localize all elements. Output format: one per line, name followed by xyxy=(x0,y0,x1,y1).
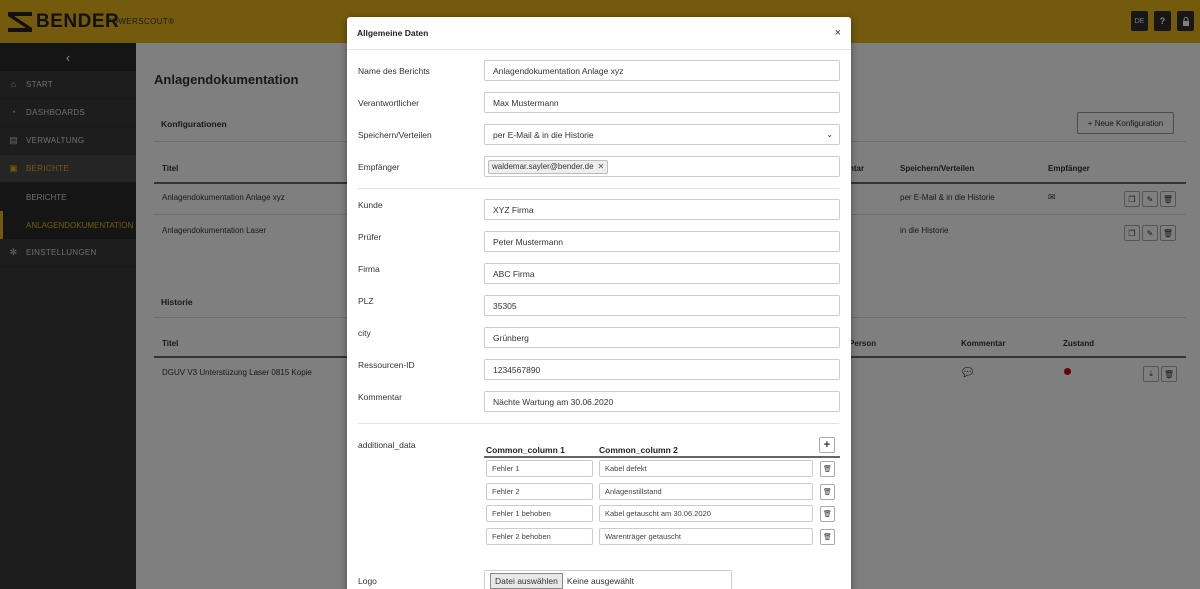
recipient-tag xyxy=(488,160,608,174)
delete-row-button[interactable] xyxy=(820,461,835,477)
report-name-label: Name des Berichts xyxy=(358,66,430,76)
modal-title: Allgemeine Daten xyxy=(357,28,429,38)
customer-label: Kunde xyxy=(358,200,383,210)
delete-row-button[interactable] xyxy=(820,529,835,545)
resource-id-label: Ressourcen-ID xyxy=(358,360,415,370)
responsible-label: Verantwortlicher xyxy=(358,98,419,108)
logo-file-input[interactable] xyxy=(484,570,732,589)
plus-icon: + xyxy=(823,439,831,451)
additional-cell-input[interactable]: Fehler 2 behoben xyxy=(486,528,593,545)
inspector-input[interactable]: Peter Mustermann xyxy=(484,231,840,252)
comment-input[interactable]: Nächte Wartung am 30.06.2020 xyxy=(484,391,840,412)
additional-data-label: additional_data xyxy=(358,440,416,450)
zip-input[interactable]: 35305 xyxy=(484,295,840,316)
additional-cell-input[interactable]: Fehler 1 xyxy=(486,460,593,477)
additional-cell-input[interactable]: Fehler 2 xyxy=(486,483,593,500)
chevron-down-icon: ⌄ xyxy=(826,130,833,139)
choose-file-button[interactable]: Datei auswählen xyxy=(490,573,563,589)
trash-icon: 🗑 xyxy=(823,466,832,473)
city-label: city xyxy=(358,328,371,338)
delete-row-button[interactable] xyxy=(820,484,835,500)
company-input[interactable]: ABC Firma xyxy=(484,263,840,284)
company-label: Firma xyxy=(358,264,380,274)
divider xyxy=(358,188,839,189)
delete-row-button[interactable] xyxy=(820,506,835,522)
close-icon[interactable]: × xyxy=(834,27,841,39)
additional-cell-input[interactable]: Anlagenstillstand xyxy=(599,483,813,500)
responsible-input[interactable]: Max Mustermann xyxy=(484,92,840,113)
additional-cell-input[interactable]: Fehler 1 behoben xyxy=(486,505,593,522)
recipient-tag-text: waldemar.sayler@bender.de xyxy=(492,162,594,171)
trash-icon: 🗑 xyxy=(823,511,832,518)
additional-cell-input[interactable]: Kabel getauscht am 30.06.2020 xyxy=(599,505,813,522)
remove-tag-icon[interactable]: ✕ xyxy=(597,162,605,171)
file-status: Keine ausgewählt xyxy=(566,576,634,586)
recipients-label: Empfänger xyxy=(358,162,400,172)
additional-column-1-header: Common_column 1 xyxy=(486,445,565,455)
save-distribute-label: Speichern/Verteilen xyxy=(358,130,432,140)
save-distribute-select[interactable] xyxy=(484,124,840,145)
header-divider xyxy=(484,456,840,458)
save-distribute-value: per E-Mail & in die Historie xyxy=(493,129,594,140)
modal-header xyxy=(347,17,851,50)
city-input[interactable]: Grünberg xyxy=(484,327,840,348)
divider xyxy=(358,423,839,424)
additional-cell-input[interactable]: Kabel defekt xyxy=(599,460,813,477)
trash-icon: 🗑 xyxy=(823,534,832,541)
zip-label: PLZ xyxy=(358,296,374,306)
trash-icon: 🗑 xyxy=(823,489,832,496)
inspector-label: Prüfer xyxy=(358,232,382,242)
add-row-button[interactable] xyxy=(819,437,835,453)
recipients-input[interactable] xyxy=(484,156,840,177)
report-name-input[interactable]: Anlagendokumentation Anlage xyz xyxy=(484,60,840,81)
logo-label: Logo xyxy=(358,576,377,586)
customer-input[interactable]: XYZ Firma xyxy=(484,199,840,220)
comment-label: Kommentar xyxy=(358,392,402,402)
additional-column-2-header: Common_column 2 xyxy=(599,445,678,455)
general-data-modal xyxy=(347,17,851,589)
resource-id-input[interactable]: 1234567890 xyxy=(484,359,840,380)
additional-cell-input[interactable]: Warenträger getauscht xyxy=(599,528,813,545)
